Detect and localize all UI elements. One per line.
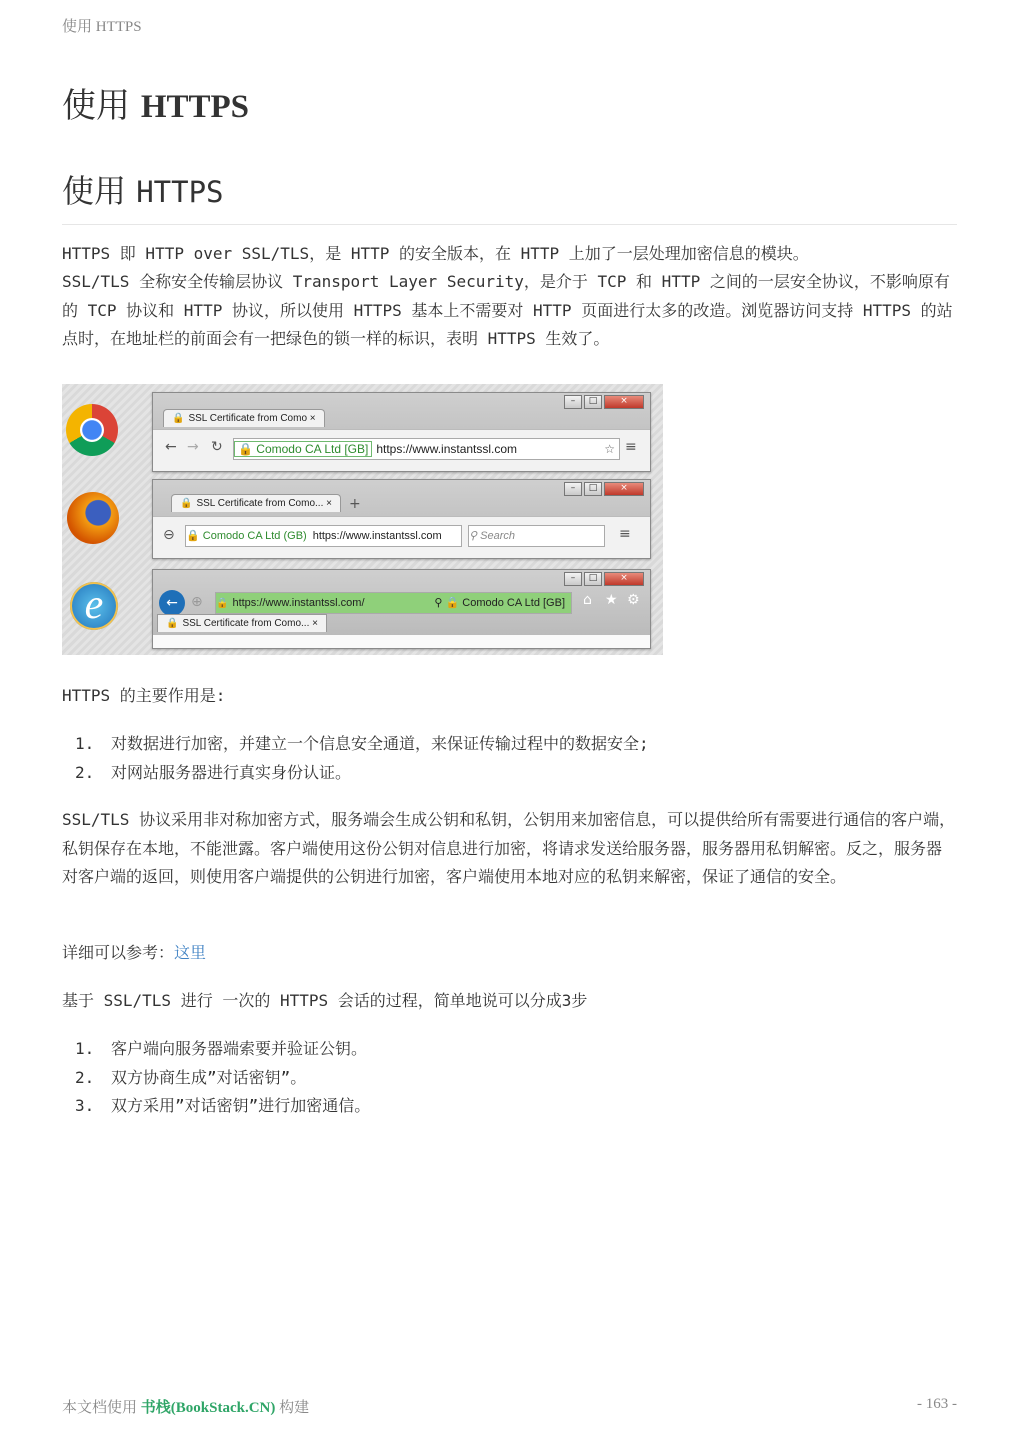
- maximize-icon: □: [584, 572, 602, 586]
- ie-url: https://www.instantssl.com/: [232, 597, 365, 609]
- list-item: [62, 1064, 370, 1093]
- ev-indicator: 🔒 Comodo CA Ltd (GB): [186, 530, 307, 542]
- lock-icon: 🔒: [180, 498, 193, 509]
- page-title: [62, 78, 249, 127]
- firefox-url: https://www.instantssl.com: [312, 530, 442, 542]
- star-icon: ☆: [604, 442, 615, 456]
- reference-line: [62, 939, 957, 968]
- firefox-tab: [171, 494, 341, 512]
- window-controls: [564, 572, 644, 586]
- ie-logo-icon: e: [70, 582, 118, 630]
- window-controls: [564, 482, 644, 496]
- list-text: 双方采用”对话密钥”进行加密通信。: [111, 1096, 371, 1115]
- reload-icon: ↻: [211, 439, 223, 455]
- steps-lead: 基于 SSL/TLS 进行 一次的 HTTPS 会话的过程，简单地说可以分成3步: [62, 991, 588, 1010]
- list-item: [62, 759, 649, 788]
- list-number: 2.: [75, 1067, 95, 1087]
- back-arrow-icon: ←: [165, 439, 177, 455]
- page-title-bold: HTTPS: [140, 89, 250, 125]
- footer-suffix: 构建: [275, 1400, 310, 1416]
- firefox-toolbar: [153, 516, 650, 558]
- menu-icon: ≡: [625, 439, 637, 455]
- lock-icon: 🔒: [216, 598, 229, 609]
- close-icon: ×: [604, 395, 644, 409]
- home-icon: ⌂: [583, 592, 592, 608]
- purpose-list: [62, 730, 649, 787]
- page-number: - 163 -: [917, 1396, 957, 1412]
- close-icon: ×: [604, 482, 644, 496]
- list-text: 对数据进行加密，并建立一个信息安全通道，来保证传输过程中的数据安全;: [111, 734, 649, 753]
- firefox-tab-label: SSL Certificate from Como...: [196, 498, 324, 509]
- chrome-tab: [163, 409, 325, 427]
- tab-close-icon: ×: [312, 618, 318, 629]
- new-tab-icon: +: [349, 496, 361, 512]
- list-item: [62, 730, 649, 759]
- ie-window: [152, 569, 651, 649]
- star-icon: ★: [605, 592, 618, 608]
- close-icon: ×: [604, 572, 644, 586]
- chrome-toolbar: [153, 429, 650, 471]
- section-heading: [62, 166, 957, 225]
- gear-icon: ⚙: [627, 592, 640, 608]
- forward-arrow-icon: ⊕: [191, 594, 203, 610]
- intro-line-1: HTTPS 即 HTTP over SSL/TLS，是 HTTP 的安全版本，在 HTTP 上加了一层处理加密信息的模块。: [62, 244, 809, 263]
- list-text: 对网站服务器进行真实身份认证。: [111, 762, 352, 782]
- purpose-lead: HTTPS 的主要作用是:: [62, 686, 226, 705]
- maximize-icon: □: [584, 482, 602, 496]
- window-controls: [564, 395, 644, 409]
- chrome-logo-icon: [66, 404, 118, 456]
- list-text: 双方协商生成”对话密钥”。: [111, 1067, 307, 1087]
- list-item: [62, 1035, 370, 1064]
- back-arrow-icon: ←: [159, 590, 185, 616]
- lock-icon: 🔒: [166, 618, 179, 629]
- list-text: 客户端向服务器端索要并验证公钥。: [111, 1039, 368, 1058]
- search-icon: ⚲: [469, 530, 478, 542]
- list-number: 1.: [75, 734, 95, 753]
- list-item: [62, 1092, 370, 1121]
- minimize-icon: –: [564, 482, 582, 496]
- firefox-search-box: [468, 525, 605, 547]
- list-number: 1.: [75, 1039, 95, 1058]
- reference-label: 详细可以参考：: [62, 943, 175, 962]
- search-placeholder: Search: [480, 530, 515, 542]
- ie-content-area: [153, 634, 650, 648]
- ev-label: Comodo CA Ltd [GB]: [256, 442, 369, 456]
- firefox-address-bar: [185, 525, 462, 547]
- page-title-prefix: 使用: [62, 86, 141, 126]
- back-arrow-icon: ⊖: [163, 527, 175, 543]
- minimize-icon: –: [564, 395, 582, 409]
- ev-label: Comodo CA Ltd (GB): [202, 530, 307, 542]
- ie-tab-label: SSL Certificate from Como...: [182, 618, 310, 629]
- ev-indicator: ⚲ 🔒 Comodo CA Ltd [GB]: [434, 597, 565, 609]
- intro-paragraph: SSL/TLS 全称安全传输层协议 Transport Layer Security，是介于 TCP 和 HTTP 之间的一层安全协议，不影响原有的 TCP 协议和 HTTP 协议，所以使用 HTTPS 基本上不需要对 HTTP 页面进行太多的改造。浏览器访问支持 HTTPS 的站点时，在地址栏的前面会有一把绿色的锁一样的标识，表明 HTTPS 生效了。: [62, 272, 953, 348]
- chrome-address-bar: [233, 438, 620, 460]
- ie-address-bar: [215, 592, 572, 614]
- ev-label: Comodo CA Ltd [GB]: [462, 597, 565, 609]
- page-footer: [62, 1396, 309, 1417]
- minimize-icon: –: [564, 572, 582, 586]
- list-number: 2.: [75, 762, 95, 782]
- footer-prefix: 本文档使用: [62, 1400, 141, 1416]
- explain-paragraph: SSL/TLS 协议采用非对称加密方式，服务端会生成公钥和私钥，公钥用来加密信息，可以提供给所有需要进行通信的客户端，私钥保存在本地，不能泄露。客户端使用这份公钥对信息进行加密，将请求发送给服务器，服务器用私钥解密。反之，服务器对客户端的返回，则使用客户端提供的公钥进行加密，客户端使用本地对应的私钥来解密，保证了通信的安全。: [62, 810, 956, 886]
- steps-list: [62, 1035, 370, 1121]
- tab-close-icon: ×: [309, 413, 316, 424]
- firefox-logo-icon: [67, 492, 119, 544]
- browser-lock-figure: [62, 384, 663, 655]
- chrome-tab-label: SSL Certificate from Como: [188, 413, 308, 424]
- running-header: 使用 HTTPS: [62, 19, 142, 35]
- lock-icon: 🔒: [172, 413, 185, 424]
- ev-indicator: 🔒 Comodo CA Ltd [GB]: [234, 441, 372, 457]
- reference-link[interactable]: 这里: [174, 943, 207, 962]
- tab-close-icon: ×: [326, 498, 332, 509]
- ie-tab: [157, 614, 327, 632]
- section-heading-prefix: 使用: [62, 172, 137, 210]
- chrome-window: [152, 392, 651, 472]
- firefox-window: [152, 479, 651, 559]
- section-heading-mono: HTTPS: [136, 175, 224, 209]
- chrome-url: https://www.instantssl.com: [376, 442, 518, 456]
- forward-arrow-icon: →: [187, 439, 199, 455]
- menu-icon: ≡: [619, 526, 631, 542]
- footer-brand-link[interactable]: 书栈(BookStack.CN): [140, 1400, 276, 1416]
- maximize-icon: □: [584, 395, 602, 409]
- list-number: 3.: [75, 1096, 95, 1115]
